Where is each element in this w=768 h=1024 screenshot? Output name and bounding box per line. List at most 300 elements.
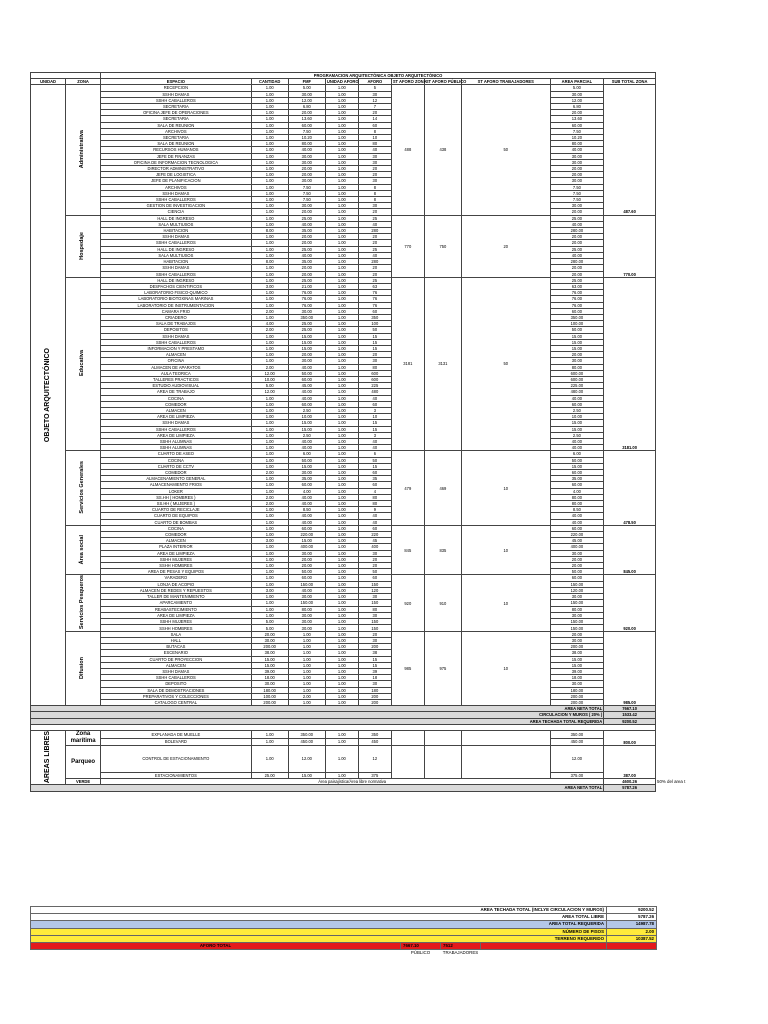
cantidad-cell: 25.00 [251,772,288,778]
st-aforo-trabajadores-cell [461,746,550,779]
cantidad-cell: 5.00 [251,383,288,389]
area-parcial-cell: 80.00 [550,501,604,507]
summary-table [30,906,657,956]
aforo-cell: 40 [358,252,391,258]
unidad-aforo-cell: 1.00 [325,277,358,283]
espacio-cell: CUARTO DE CCTV [101,463,252,469]
cantidad-cell: 1.00 [251,265,288,271]
zone-cell [66,525,101,575]
fmf-cell: 40.00 [288,389,325,395]
unidad-aforo-cell: 1.00 [325,209,358,215]
fmf-cell: 1.00 [288,644,325,650]
libres-zone-cell: Parqueo [66,746,101,779]
st-aforo-publico-cell: 438 [424,85,461,215]
fmf-cell: 25.00 [288,246,325,252]
programacion-table [30,72,656,792]
area-parcial-cell: 80.00 [550,606,604,612]
unidad-aforo-cell: 1.00 [325,600,358,606]
area-parcial-cell: 18.00 [550,675,604,681]
area-parcial-cell: 20.00 [550,240,604,246]
unidad-aforo-cell: 1.00 [325,122,358,128]
area-parcial-cell: 20.00 [550,556,604,562]
aforo-cell: 8 [358,190,391,196]
area-parcial-cell: 30.00 [550,178,604,184]
unidad-aforo-cell: 1.00 [325,544,358,550]
cantidad-cell: 1.00 [251,407,288,413]
unidad-aforo-cell: 1.00 [325,166,358,172]
aforo-cell: 76 [358,290,391,296]
cantidad-cell: 1.00 [251,581,288,587]
cantidad-cell: 1.00 [251,333,288,339]
aforo-cell: 150 [358,619,391,625]
fmf-cell: 7.50 [288,190,325,196]
espacio-cell: CAMARA FRIO [101,308,252,314]
cantidad-cell: 1.00 [251,215,288,221]
aforo-cell: 15 [358,345,391,351]
area-parcial-cell: 13.60 [550,116,604,122]
unidad-aforo-cell: 1.00 [325,197,358,203]
area-parcial-cell: 40.00 [550,445,604,451]
fmf-cell: 25.00 [288,327,325,333]
cantidad-cell: 1.00 [251,209,288,215]
fmf-cell: 30.00 [288,594,325,600]
fmf-cell: 20.00 [288,110,325,116]
fmf-cell: 1.00 [288,662,325,668]
cantidad-cell: 1.00 [251,563,288,569]
cantidad-cell: 1.00 [251,128,288,134]
st-aforo-trabajadores-cell: 10 [461,451,550,525]
zone-cell [66,85,101,215]
aforo-cell: 15 [358,333,391,339]
cantidad-cell: 1.00 [251,556,288,562]
espacio-cell: SSHH CABALLEROS [101,271,252,277]
fmf-cell: 8.50 [288,507,325,513]
summary-value: 5787.26 [607,914,657,921]
unidad-aforo-cell: 1.00 [325,731,358,739]
cantidad-cell: 1.00 [251,401,288,407]
cantidad-cell: 1.00 [251,234,288,240]
area-neta-total-value: 7667.10 [604,706,656,712]
area-parcial-cell: 60.00 [550,525,604,531]
fmf-cell: 35.00 [288,259,325,265]
area-parcial-cell: 40.00 [550,252,604,258]
fmf-cell: 2.50 [288,432,325,438]
espacio-cell: SSHH DAMAS [101,333,252,339]
unidad-aforo-cell: 1.00 [325,240,358,246]
espacio-cell: AREA DE LIMPIEZA [101,612,252,618]
area-parcial-cell: 15.00 [550,345,604,351]
espacio-cell: TALLERES PRACTICOS [101,376,252,382]
subtotal-zona-cell: 387.00 [604,746,656,779]
cantidad-cell: 1.00 [251,197,288,203]
espacio-cell: GESTION DE INVESTIGACION [101,203,252,209]
area-parcial-cell: 20.00 [550,352,604,358]
libres-neta-label: AREA NETA TOTAL [31,785,604,791]
unidad-aforo-cell: 1.00 [325,190,358,196]
espacio-cell: SSHH CABALLEROS [101,240,252,246]
unidad-aforo-cell: 1.00 [325,644,358,650]
unidad-aforo-cell: 1.00 [325,687,358,693]
fmf-cell: 400.00 [288,544,325,550]
cantidad-cell: 4.00 [251,321,288,327]
unidad-aforo-cell: 1.00 [325,581,358,587]
area-parcial-cell: 450.00 [550,738,604,746]
espacio-cell: BUTACAS [101,644,252,650]
aforo-cell: 25 [358,277,391,283]
unidad-aforo-cell: 1.00 [325,420,358,426]
aforo-cell: 20 [358,563,391,569]
cantidad-cell: 30.00 [251,637,288,643]
areas-libres-cell [31,731,66,785]
espacio-cell: SSHH MUJERES [101,556,252,562]
espacio-cell: RECEPCION [101,85,252,91]
cantidad-cell: 1.00 [251,277,288,283]
cantidad-cell: 20.00 [251,631,288,637]
unidad-aforo-cell: 1.00 [325,513,358,519]
fmf-cell: 40.00 [288,221,325,227]
espacio-cell: CUARTO DE BOMBAS [101,519,252,525]
unidad-cell-label: OBJETO ARQUITECTÓNICO [44,347,52,442]
unidad-aforo-cell: 1.00 [325,476,358,482]
aforo-empty [481,943,607,950]
aforo-cell: 40 [358,395,391,401]
unidad-aforo-cell: 1.00 [325,97,358,103]
espacio-cell: COMEDOR [101,532,252,538]
cantidad-cell: 1.00 [251,482,288,488]
libres-neta-row [31,785,656,791]
fmf-cell: 40.00 [288,395,325,401]
aforo-publico-label: PÚBLICO [410,950,431,956]
espacio-cell: JEFE DE LOGISTICA [101,172,252,178]
fmf-cell: 15.00 [288,463,325,469]
espacio-cell: CUARTO DE RECICLAJE [101,507,252,513]
cantidad-cell: 1.00 [251,345,288,351]
zone-cell [66,277,101,451]
espacio-cell: LABORATORIO BIOTOXINAS MARINAS [101,296,252,302]
unidad-aforo-cell: 1.00 [325,619,358,625]
fmf-cell: 20.00 [288,234,325,240]
aforo-cell: 150 [358,600,391,606]
unidad-aforo-cell: 1.00 [325,383,358,389]
area-parcial-cell: 63.00 [550,283,604,289]
aforo-cell: 80 [358,141,391,147]
espacio-cell: OFICINA JEFE DE OPERACIONES [101,110,252,116]
aforo-cell: 150 [358,625,391,631]
unidad-aforo-cell: 1.00 [325,352,358,358]
unidad-aforo-cell: 1.00 [325,308,358,314]
fmf-cell: 30.00 [288,308,325,314]
aforo-total-row [31,943,657,950]
aforo-cell: 8 [358,184,391,190]
summary-label: NÚMERO DE PISOS [31,928,607,935]
aforo-cell: 12 [358,97,391,103]
cantidad-cell: 1.00 [251,178,288,184]
fmf-cell: 10.00 [288,414,325,420]
espacio-cell: SSHH DAMAS [101,234,252,240]
area-parcial-cell: 150.00 [550,625,604,631]
aforo-cell: 50 [358,457,391,463]
aforo-cell: 200 [358,693,391,699]
aforo-cell: 40 [358,519,391,525]
area-parcial-cell: 15.00 [550,420,604,426]
fmf-cell: 30.00 [288,91,325,97]
zone-cell-label: Difusion [79,656,86,679]
aforo-cell: 15 [358,426,391,432]
area-parcial-cell: 60.00 [550,122,604,128]
aforo-cell: 15 [358,662,391,668]
area-parcial-cell: 30.00 [550,159,604,165]
cantidad-cell: 8.00 [251,228,288,234]
zone-cell-label: Servicios Pesqueros [79,575,86,630]
st-aforo-publico-cell: 469 [424,451,461,525]
fmf-cell: 35.00 [288,476,325,482]
fmf-cell: 25.00 [288,277,325,283]
aforo-cell: 280 [358,259,391,265]
area-parcial-cell: 20.00 [550,209,604,215]
espacio-cell: SALA DE TRABAJOS [101,321,252,327]
area-parcial-cell: 50.00 [550,327,604,333]
area-parcial-cell: 7.50 [550,184,604,190]
aforo-cell: 10 [358,135,391,141]
espacio-cell: SSHH DAMAS [101,420,252,426]
unidad-aforo-cell: 1.00 [325,606,358,612]
area-parcial-cell: 480.00 [550,389,604,395]
aforo-cell: 350 [358,314,391,320]
st-aforo-publico-cell: 835 [424,525,461,575]
aforo-cell: 400 [358,544,391,550]
fmf-cell: 80.00 [288,141,325,147]
aforo-cell: 25 [358,215,391,221]
area-parcial-cell: 12.00 [550,746,604,773]
unidad-aforo-cell: 1.00 [325,488,358,494]
column-header: CANTIDAD [251,79,288,85]
unidad-aforo-cell: 1.00 [325,116,358,122]
fmf-cell: 150.00 [288,581,325,587]
fmf-cell: 20.00 [288,556,325,562]
st-aforo-trabajadores-cell: 50 [461,85,550,215]
area-parcial-cell: 30.00 [550,550,604,556]
espacio-cell: ESTUDIO AUDIOVISUAL [101,383,252,389]
unidad-aforo-cell: 1.00 [325,650,358,656]
subtotal-zona-cell: 478.50 [604,451,656,525]
cantidad-cell: 12.00 [251,389,288,395]
area-parcial-cell: 180.00 [550,687,604,693]
espacio-cell: SECRETARIA [101,135,252,141]
aforo-cell: 80 [358,606,391,612]
area-parcial-cell: 20.00 [550,271,604,277]
area-neta-total-label: AREA NETA TOTAL [31,706,604,712]
area-parcial-cell: 20.00 [550,166,604,172]
area-parcial-cell: 225.00 [550,383,604,389]
area-parcial-cell: 2.50 [550,432,604,438]
area-parcial-cell: 20.00 [550,563,604,569]
st-aforo-zona-cell: 920 [391,575,424,631]
fmf-cell: 15.00 [288,538,325,544]
subtotal-zona-cell: 985.00 [604,631,656,705]
fmf-cell: 1.00 [288,637,325,643]
aforo-cell: 45 [358,538,391,544]
aforo-cell: 40 [358,147,391,153]
espacio-cell: SSHH DAMAS [101,669,252,675]
cantidad-cell: 1.00 [251,507,288,513]
cantidad-cell: 1.00 [251,290,288,296]
cantidad-cell: 1.00 [251,451,288,457]
aforo-cell: 220 [358,532,391,538]
cantidad-cell: 1.00 [251,519,288,525]
espacio-cell: SSHH ALUMNAS [101,438,252,444]
fmf-cell: 40.00 [288,438,325,444]
subtotal-zona-cell: 920.00 [604,575,656,631]
fmf-cell: 76.00 [288,296,325,302]
cantidad-cell: 1.00 [251,738,288,746]
espacio-cell: SSHH CABALLEROS [101,197,252,203]
fmf-cell: 7.50 [288,184,325,190]
area-parcial-cell: 280.00 [550,228,604,234]
espacio-cell: AULA TEORICA [101,370,252,376]
aforo-trabajadores-label: TRABAJADORES [442,950,479,956]
area-parcial-cell: 80.00 [550,364,604,370]
aforo-total-label: AFORO TOTAL [31,943,401,950]
area-parcial-cell: 60.00 [550,575,604,581]
cantidad-cell: 180.00 [251,687,288,693]
aforo-cell: 20 [358,209,391,215]
fmf-cell: 450.00 [288,738,325,746]
aforo-cell: 10 [358,414,391,420]
espacio-cell: ALMACENAMIENTO GENERAL [101,476,252,482]
summary-value: 2.00 [607,928,657,935]
aforo-cell: 40 [358,221,391,227]
unidad-aforo-cell: 1.00 [325,550,358,556]
aforo-cell: 60 [358,482,391,488]
fmf-cell: 30.00 [288,550,325,556]
column-header: UNIDAD [31,79,66,85]
area-parcial-cell: 150.00 [550,600,604,606]
cantidad-cell: 1.00 [251,600,288,606]
cantidad-cell: 1.00 [251,463,288,469]
aforo-cell: 3 [358,407,391,413]
fmf-cell: 15.00 [288,420,325,426]
espacio-cell: SSHH MUJERES [101,619,252,625]
areas-libres-cell-label: AREAS LIBRES [44,731,52,784]
espacio-cell: SSHH CABALLEROS [101,339,252,345]
area-parcial-cell: 10.20 [550,135,604,141]
st-aforo-trabajadores-cell: 10 [461,525,550,575]
unidad-aforo-cell: 1.00 [325,290,358,296]
espacio-cell: COCINA [101,395,252,401]
unidad-aforo-cell: 1.00 [325,538,358,544]
fmf-cell: 220.00 [288,532,325,538]
area-parcial-cell: 150.00 [550,581,604,587]
unidad-aforo-cell: 1.00 [325,575,358,581]
unidad-aforo-cell: 1.00 [325,426,358,432]
fmf-cell: 13.60 [288,116,325,122]
area-parcial-cell: 30.00 [550,637,604,643]
cantidad-cell: 100.00 [251,693,288,699]
fmf-cell: 30.00 [288,612,325,618]
zone-cell-label: Administrativa [79,130,86,169]
espacio-cell: SSHH HOMBRES [101,563,252,569]
espacio-cell: COCINA [101,457,252,463]
st-aforo-zona-cell [391,731,424,746]
cantidad-cell: 1.00 [251,432,288,438]
unidad-aforo-cell: 1.00 [325,370,358,376]
unidad-aforo-cell: 1.00 [325,532,358,538]
st-aforo-publico-cell: 3131 [424,277,461,451]
cantidad-cell: 1.00 [251,457,288,463]
aforo-cell: 600 [358,376,391,382]
area-parcial-cell: 200.00 [550,700,604,706]
fmf-cell: 40.00 [288,364,325,370]
area-parcial-cell: 200.00 [550,693,604,699]
st-aforo-trabajadores-cell [461,731,550,746]
st-aforo-zona-cell: 770 [391,215,424,277]
cantidad-cell: 1.00 [251,110,288,116]
area-parcial-cell: 15.00 [550,662,604,668]
cantidad-cell: 1.00 [251,252,288,258]
fmf-cell: 40.00 [288,252,325,258]
cantidad-cell: 1.00 [251,116,288,122]
cantidad-cell: 1.00 [251,141,288,147]
area-parcial-cell: 39.00 [550,669,604,675]
aforo-cell: 20 [358,110,391,116]
cantidad-cell: 1.00 [251,532,288,538]
st-aforo-publico-cell: 910 [424,575,461,631]
cantidad-cell: 15.00 [251,662,288,668]
st-aforo-zona-cell: 985 [391,631,424,705]
area-parcial-cell: 40.00 [550,147,604,153]
espacio-cell: SECRETARIA [101,104,252,110]
espacio-cell: ARCHIVOS [101,128,252,134]
fmf-cell: 15.00 [288,426,325,432]
area-parcial-cell: 20.00 [550,110,604,116]
espacio-cell: HABITACION [101,228,252,234]
st-aforo-zona-cell: 3181 [391,277,424,451]
aforo-cell: 6 [358,451,391,457]
fmf-cell: 2.00 [288,693,325,699]
st-aforo-publico-cell [424,731,461,746]
aforo-cell: 80 [358,494,391,500]
area-parcial-cell: 350.00 [550,314,604,320]
unidad-aforo-cell: 1.00 [325,612,358,618]
unidad-aforo-cell: 1.00 [325,345,358,351]
circulacion-muros-value: 1533.42 [604,712,656,718]
unidad-aforo-cell: 1.00 [325,738,358,746]
espacio-cell: HALL DE INGRESO [101,215,252,221]
cantidad-cell: 3.00 [251,538,288,544]
espacio-cell: SALA MULTIUSOS [101,221,252,227]
cantidad-cell: 15.00 [251,656,288,662]
espacio-cell: HALL DE INGRESO [101,246,252,252]
fmf-cell: 1.00 [288,675,325,681]
cantidad-cell: 3.00 [251,587,288,593]
area-parcial-cell: 38.00 [550,650,604,656]
fmf-cell: 20.00 [288,563,325,569]
area-parcial-cell: 400.00 [550,544,604,550]
subtotal-zona-cell: 845.00 [604,525,656,575]
fmf-cell: 35.00 [288,228,325,234]
espacio-cell: HALL DE INGRESO [101,277,252,283]
area-parcial-cell: 25.00 [550,246,604,252]
area-parcial-cell: 20.00 [550,631,604,637]
unidad-aforo-cell: 1.00 [325,519,358,525]
espacio-cell: SECRETARIA [101,116,252,122]
fmf-cell: 25.00 [288,321,325,327]
espacio-cell: SALA [101,631,252,637]
espacio-cell: ALMACEN [101,407,252,413]
area-parcial-cell: 7.50 [550,197,604,203]
aforo-cell: 50 [358,569,391,575]
fmf-cell: 1.00 [288,687,325,693]
